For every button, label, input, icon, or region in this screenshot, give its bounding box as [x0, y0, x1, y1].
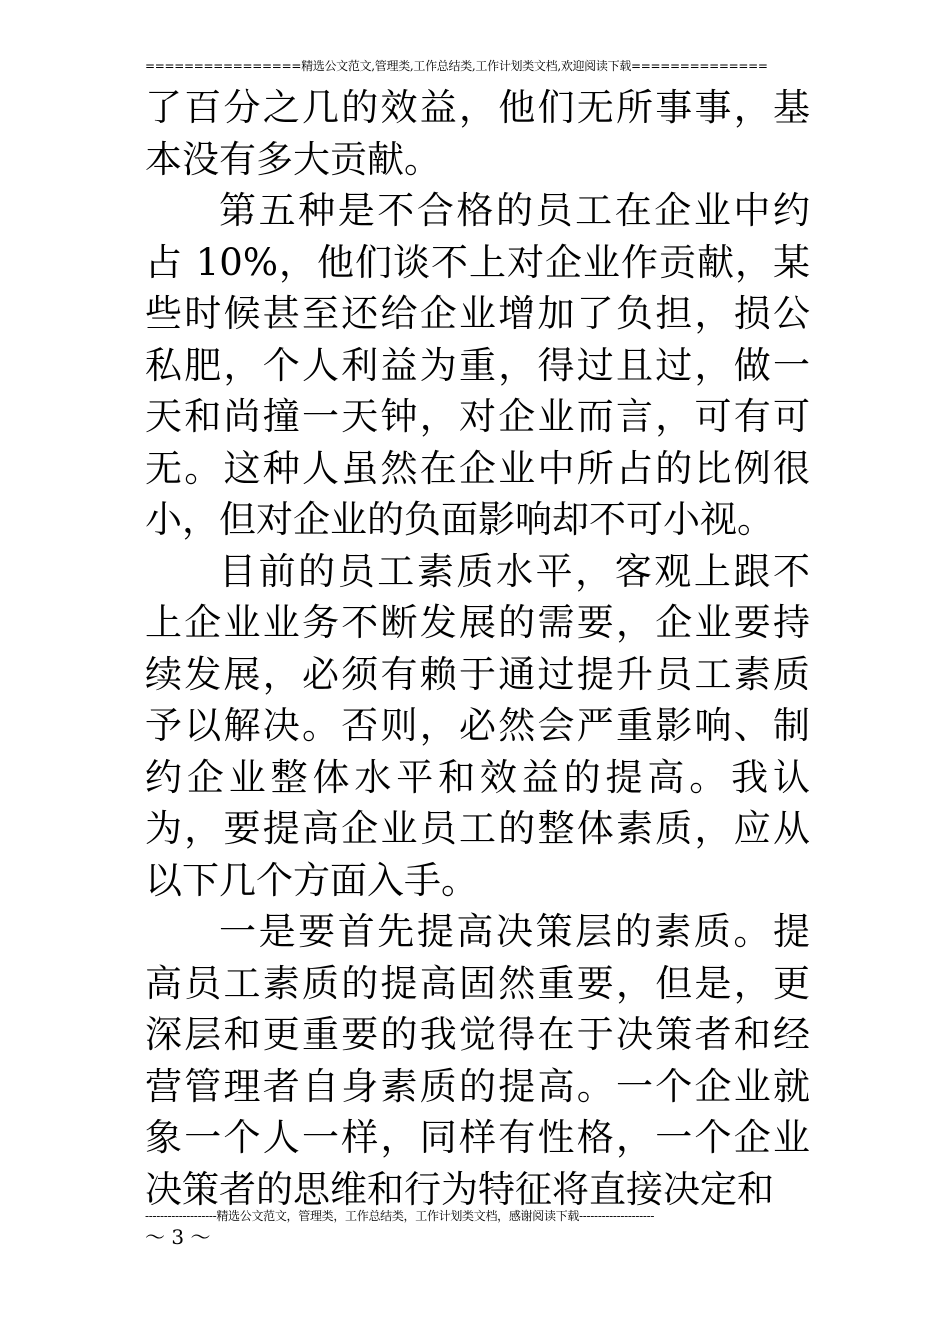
paragraph-3: 目前的员工素质水平，客观上跟不上企业业务不断发展的需要，企业要持续发展，必须有赖于通过提升员工素质予以解决。否则，必然会严重影响、制约企业整体水平和效益的提高。我认为，要提高企业员工的整体素质，应从以下几个方面入手。 — [145, 549, 810, 902]
document-body — [145, 82, 810, 1215]
paragraph-1: 了百分之几的效益，他们无所事事，基本没有多大贡献。 — [145, 86, 810, 181]
paragraph-4: 一是要首先提高决策层的素质。提高员工素质的提高固然重要，但是，更深层和更重要的我觉得在于决策者和经营管理者自身素质的提高。一个企业就象一个人一样，同样有性格，一个企业决策者的思维和行为特征将直接决定和 — [145, 910, 810, 1211]
paragraph-2: 第五种是不合格的员工在企业中约占 10%，他们谈不上对企业作贡献，某些时候甚至还给企业增加了负担，损公私肥，个人利益为重，得过且过，做一天和尚撞一天钟，对企业而言，可有可无。这种人虽然在企业中所占的比例很小，但对企业的负面影响却不可小视。 — [145, 189, 810, 541]
header-banner: ================精选公文范文,管理类,工作总结类,工作计划类文档,欢迎阅读下载============== — [145, 59, 768, 73]
page-number: ～ 3 ～ — [145, 1225, 211, 1249]
footer-banner: -------------------精选公文范文，管理类，工作总结类，工作计划类文档，感谢阅读下载-------------------- — [145, 1209, 655, 1223]
